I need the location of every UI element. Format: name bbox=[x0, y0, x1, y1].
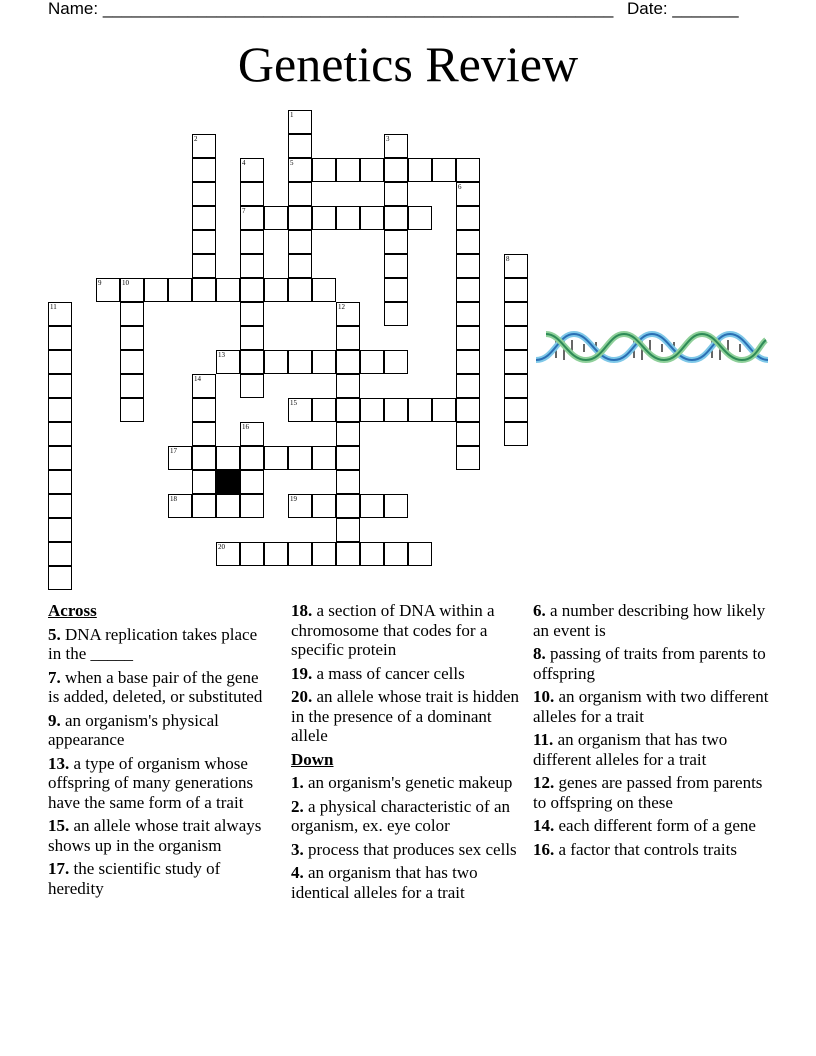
grid-cell[interactable] bbox=[144, 278, 168, 302]
grid-cell[interactable] bbox=[240, 374, 264, 398]
clue-item-number: 7. bbox=[48, 667, 61, 687]
clue-item-number: 10. bbox=[533, 687, 555, 706]
grid-cell[interactable] bbox=[192, 254, 216, 278]
grid-cell[interactable] bbox=[288, 206, 312, 230]
clue-number: 5 bbox=[290, 159, 294, 167]
clue-item-text: a factor that controls traits bbox=[554, 839, 737, 859]
grid-cell[interactable] bbox=[288, 278, 312, 302]
clue-item-number: 13. bbox=[48, 753, 70, 773]
clue-item-text: an organism with two different alleles for a trait bbox=[533, 687, 769, 726]
clue-number: 14 bbox=[194, 375, 201, 383]
grid-cell[interactable] bbox=[48, 470, 72, 494]
grid-cell[interactable] bbox=[312, 158, 336, 182]
clue-number: 20 bbox=[218, 543, 225, 551]
clue-item bbox=[48, 668, 273, 707]
grid-cell[interactable] bbox=[192, 230, 216, 254]
grid-cell[interactable] bbox=[288, 254, 312, 278]
grid-cell[interactable] bbox=[456, 302, 480, 326]
clue-item bbox=[533, 840, 773, 860]
grid-cell[interactable] bbox=[456, 446, 480, 470]
grid-cell[interactable] bbox=[48, 422, 72, 446]
grid-cell[interactable] bbox=[120, 398, 144, 422]
clue-number: 11 bbox=[50, 303, 57, 311]
clue-item-text: when a base pair of the gene is added, deleted, or substituted bbox=[48, 667, 263, 706]
clue-number: 9 bbox=[98, 279, 102, 287]
down-heading: Down bbox=[291, 749, 334, 769]
clue-item bbox=[533, 773, 773, 812]
grid-cell[interactable] bbox=[48, 350, 72, 374]
grid-cell[interactable] bbox=[504, 302, 528, 326]
grid-cell[interactable] bbox=[288, 542, 312, 566]
clue-item-number: 11. bbox=[533, 730, 554, 749]
clue-number: 13 bbox=[218, 351, 225, 359]
grid-cell[interactable] bbox=[456, 206, 480, 230]
grid-cell[interactable] bbox=[168, 278, 192, 302]
grid-cell[interactable] bbox=[192, 422, 216, 446]
clue-item-text: an allele whose trait is hidden in the presence of a dominant allele bbox=[291, 687, 520, 745]
grid-cell[interactable] bbox=[336, 422, 360, 446]
grid-cell[interactable] bbox=[360, 350, 384, 374]
clue-item bbox=[48, 816, 273, 855]
clue-item bbox=[48, 711, 273, 750]
grid-cell[interactable] bbox=[312, 494, 336, 518]
grid-cell[interactable] bbox=[48, 494, 72, 518]
grid-cell[interactable] bbox=[288, 230, 312, 254]
grid-cell[interactable] bbox=[384, 254, 408, 278]
grid-cell[interactable] bbox=[384, 206, 408, 230]
grid-cell[interactable] bbox=[312, 542, 336, 566]
clue-item bbox=[291, 687, 527, 746]
clue-number: 2 bbox=[194, 135, 198, 143]
grid-cell[interactable] bbox=[216, 446, 240, 470]
grid-cell[interactable] bbox=[336, 542, 360, 566]
clue-number: 17 bbox=[170, 447, 177, 455]
grid-cell[interactable] bbox=[312, 446, 336, 470]
grid-cell[interactable] bbox=[384, 398, 408, 422]
grid-cell[interactable] bbox=[192, 470, 216, 494]
clue-item-text: an organism's physical appearance bbox=[48, 710, 219, 749]
grid-cell[interactable] bbox=[288, 350, 312, 374]
clue-item-text: a physical characteristic of an organism, ex. eye color bbox=[291, 796, 511, 835]
clue-number: 15 bbox=[290, 399, 297, 407]
clue-item bbox=[48, 754, 273, 813]
clue-number: 3 bbox=[386, 135, 390, 143]
grid-cell[interactable] bbox=[504, 398, 528, 422]
clue-item-text: passing of traits from parents to offspring bbox=[533, 644, 766, 683]
grid-cell[interactable] bbox=[192, 278, 216, 302]
clue-item bbox=[48, 625, 273, 664]
grid-cell[interactable] bbox=[312, 278, 336, 302]
clue-item-text: DNA replication takes place in the _____ bbox=[48, 624, 258, 663]
clue-item-number: 18. bbox=[291, 601, 313, 620]
clue-column-2 bbox=[291, 601, 527, 906]
grid-cell[interactable] bbox=[216, 494, 240, 518]
clue-item bbox=[533, 730, 773, 769]
clue-number: 19 bbox=[290, 495, 297, 503]
grid-cell[interactable] bbox=[504, 374, 528, 398]
grid-cell[interactable] bbox=[48, 326, 72, 350]
clue-item bbox=[533, 687, 773, 726]
grid-cell[interactable] bbox=[408, 398, 432, 422]
grid-cell[interactable] bbox=[48, 374, 72, 398]
grid-cell[interactable] bbox=[48, 518, 72, 542]
grid-cell[interactable] bbox=[336, 470, 360, 494]
clue-item-number: 6. bbox=[533, 601, 546, 620]
grid-cell[interactable] bbox=[360, 494, 384, 518]
clue-item bbox=[291, 797, 527, 836]
date-label: Date: bbox=[627, 0, 668, 18]
clue-item-text: an organism that has two different alleles for a trait bbox=[533, 730, 728, 769]
clue-number: 12 bbox=[338, 303, 345, 311]
grid-cell[interactable] bbox=[504, 326, 528, 350]
grid-cell[interactable] bbox=[456, 230, 480, 254]
clue-number: 1 bbox=[290, 111, 294, 119]
clue-item-number: 14. bbox=[533, 816, 555, 835]
grid-cell[interactable] bbox=[288, 134, 312, 158]
grid-cell[interactable] bbox=[264, 542, 288, 566]
grid-cell[interactable] bbox=[240, 230, 264, 254]
grid-cell[interactable] bbox=[384, 542, 408, 566]
clue-item-number: 17. bbox=[48, 859, 70, 878]
grid-cell[interactable] bbox=[288, 182, 312, 206]
grid-cell[interactable] bbox=[312, 398, 336, 422]
grid-cell[interactable] bbox=[216, 278, 240, 302]
grid-cell[interactable] bbox=[336, 326, 360, 350]
grid-cell[interactable] bbox=[312, 206, 336, 230]
clue-number: 6 bbox=[458, 183, 462, 191]
grid-cell[interactable] bbox=[432, 398, 456, 422]
clue-item-text: process that produces sex cells bbox=[303, 839, 517, 859]
grid-cell[interactable] bbox=[240, 542, 264, 566]
clue-number: 18 bbox=[170, 495, 177, 503]
clue-item bbox=[291, 601, 527, 660]
clue-item-number: 15. bbox=[48, 816, 70, 835]
grid-cell[interactable] bbox=[336, 374, 360, 398]
clue-item-text: genes are passed from parents to offspring on these bbox=[533, 773, 763, 812]
grid-cell[interactable] bbox=[264, 350, 288, 374]
grid-cell[interactable] bbox=[408, 206, 432, 230]
grid-cell[interactable] bbox=[360, 158, 384, 182]
page-title: Genetics Review bbox=[237, 36, 579, 92]
name-label: Name: bbox=[48, 0, 99, 18]
clue-item bbox=[291, 664, 527, 684]
clue-item-number: 8. bbox=[533, 644, 546, 663]
grid-cell[interactable] bbox=[120, 350, 144, 374]
clue-item-text: an organism that has two identical alleles for a trait bbox=[291, 863, 478, 902]
black-square bbox=[216, 470, 240, 494]
clue-item bbox=[533, 644, 773, 683]
clue-item-number: 3. bbox=[291, 839, 304, 859]
grid-cell[interactable] bbox=[384, 182, 408, 206]
clue-number: 10 bbox=[122, 279, 129, 287]
clue-item-text: a mass of cancer cells bbox=[312, 663, 465, 683]
clue-item-number: 19. bbox=[291, 663, 313, 683]
grid-cell[interactable] bbox=[264, 278, 288, 302]
grid-cell[interactable] bbox=[456, 158, 480, 182]
clue-number: 7 bbox=[242, 207, 246, 215]
grid-cell[interactable] bbox=[240, 254, 264, 278]
grid-cell[interactable] bbox=[240, 350, 264, 374]
clue-item-number: 12. bbox=[533, 773, 555, 792]
grid-cell[interactable] bbox=[336, 518, 360, 542]
clue-item-number: 16. bbox=[533, 839, 555, 859]
grid-cell[interactable] bbox=[456, 398, 480, 422]
grid-cell[interactable] bbox=[264, 446, 288, 470]
grid-cell[interactable] bbox=[456, 326, 480, 350]
clue-item bbox=[291, 773, 527, 793]
grid-cell[interactable] bbox=[384, 350, 408, 374]
grid-cell[interactable] bbox=[384, 278, 408, 302]
clue-item bbox=[48, 859, 273, 898]
clue-item-text: an organism's genetic makeup bbox=[303, 773, 513, 792]
grid-cell[interactable] bbox=[432, 158, 456, 182]
clue-item-text: a type of organism whose offspring of many generations have the same form of a trait bbox=[48, 753, 254, 812]
grid-cell[interactable] bbox=[504, 278, 528, 302]
grid-cell[interactable] bbox=[384, 158, 408, 182]
grid-cell[interactable] bbox=[240, 446, 264, 470]
grid-cell[interactable] bbox=[288, 446, 312, 470]
clue-item-number: 9. bbox=[48, 710, 61, 730]
grid-cell[interactable] bbox=[192, 206, 216, 230]
grid-cell[interactable] bbox=[336, 398, 360, 422]
grid-cell[interactable] bbox=[192, 398, 216, 422]
clue-item-text: each different form of a gene bbox=[554, 816, 756, 835]
grid-cell[interactable] bbox=[360, 398, 384, 422]
clue-number: 4 bbox=[242, 159, 246, 167]
grid-cell[interactable] bbox=[360, 206, 384, 230]
grid-cell[interactable] bbox=[504, 422, 528, 446]
grid-cell[interactable] bbox=[192, 494, 216, 518]
clue-item-text: a number describing how likely an event is bbox=[533, 601, 766, 640]
grid-cell[interactable] bbox=[504, 350, 528, 374]
grid-cell[interactable] bbox=[360, 542, 384, 566]
grid-cell[interactable] bbox=[192, 158, 216, 182]
grid-cell[interactable] bbox=[384, 302, 408, 326]
grid-cell[interactable] bbox=[264, 206, 288, 230]
grid-cell[interactable] bbox=[456, 350, 480, 374]
grid-cell[interactable] bbox=[336, 350, 360, 374]
grid-cell[interactable] bbox=[192, 446, 216, 470]
clue-item-number: 1. bbox=[291, 773, 304, 792]
grid-cell[interactable] bbox=[408, 542, 432, 566]
grid-cell[interactable] bbox=[336, 446, 360, 470]
clue-number: 16 bbox=[242, 423, 249, 431]
grid-cell[interactable] bbox=[312, 350, 336, 374]
across-heading: Across bbox=[48, 601, 97, 620]
clue-column-1 bbox=[48, 601, 273, 902]
clue-item-text: the scientific study of heredity bbox=[48, 859, 221, 898]
grid-cell[interactable] bbox=[120, 374, 144, 398]
grid-cell[interactable] bbox=[456, 422, 480, 446]
grid-cell[interactable] bbox=[408, 158, 432, 182]
clue-item bbox=[533, 601, 773, 640]
clue-item-text: a section of DNA within a chromosome that codes for a specific protein bbox=[291, 601, 495, 659]
grid-cell[interactable] bbox=[336, 158, 360, 182]
grid-cell[interactable] bbox=[240, 278, 264, 302]
grid-cell[interactable] bbox=[456, 374, 480, 398]
grid-cell[interactable] bbox=[48, 398, 72, 422]
grid-cell[interactable] bbox=[240, 302, 264, 326]
clue-item-number: 20. bbox=[291, 687, 313, 706]
grid-cell[interactable] bbox=[120, 326, 144, 350]
grid-cell[interactable] bbox=[48, 446, 72, 470]
clue-item bbox=[291, 840, 527, 860]
grid-cell[interactable] bbox=[240, 182, 264, 206]
clue-item bbox=[291, 863, 527, 902]
grid-cell[interactable] bbox=[336, 494, 360, 518]
grid-cell[interactable] bbox=[48, 542, 72, 566]
clue-number: 8 bbox=[506, 255, 510, 263]
grid-cell[interactable] bbox=[456, 254, 480, 278]
grid-cell[interactable] bbox=[384, 494, 408, 518]
grid-cell[interactable] bbox=[384, 230, 408, 254]
dna-helix-image bbox=[534, 328, 770, 364]
grid-cell[interactable] bbox=[240, 326, 264, 350]
grid-cell[interactable] bbox=[336, 206, 360, 230]
clue-item-text: an allele whose trait always shows up in the organism bbox=[48, 816, 262, 855]
name-blank: ______________________________________________________ bbox=[102, 0, 614, 18]
grid-cell[interactable] bbox=[192, 182, 216, 206]
clue-column-3 bbox=[533, 601, 773, 863]
date-blank: _______ bbox=[672, 0, 739, 18]
clue-item-number: 5. bbox=[48, 624, 61, 644]
grid-cell[interactable] bbox=[240, 494, 264, 518]
grid-cell[interactable] bbox=[120, 302, 144, 326]
grid-cell[interactable] bbox=[48, 566, 72, 590]
clue-item-number: 4. bbox=[291, 863, 304, 882]
grid-cell[interactable] bbox=[240, 470, 264, 494]
clue-item-number: 2. bbox=[291, 796, 304, 816]
grid-cell[interactable] bbox=[456, 278, 480, 302]
clue-item bbox=[533, 816, 773, 836]
